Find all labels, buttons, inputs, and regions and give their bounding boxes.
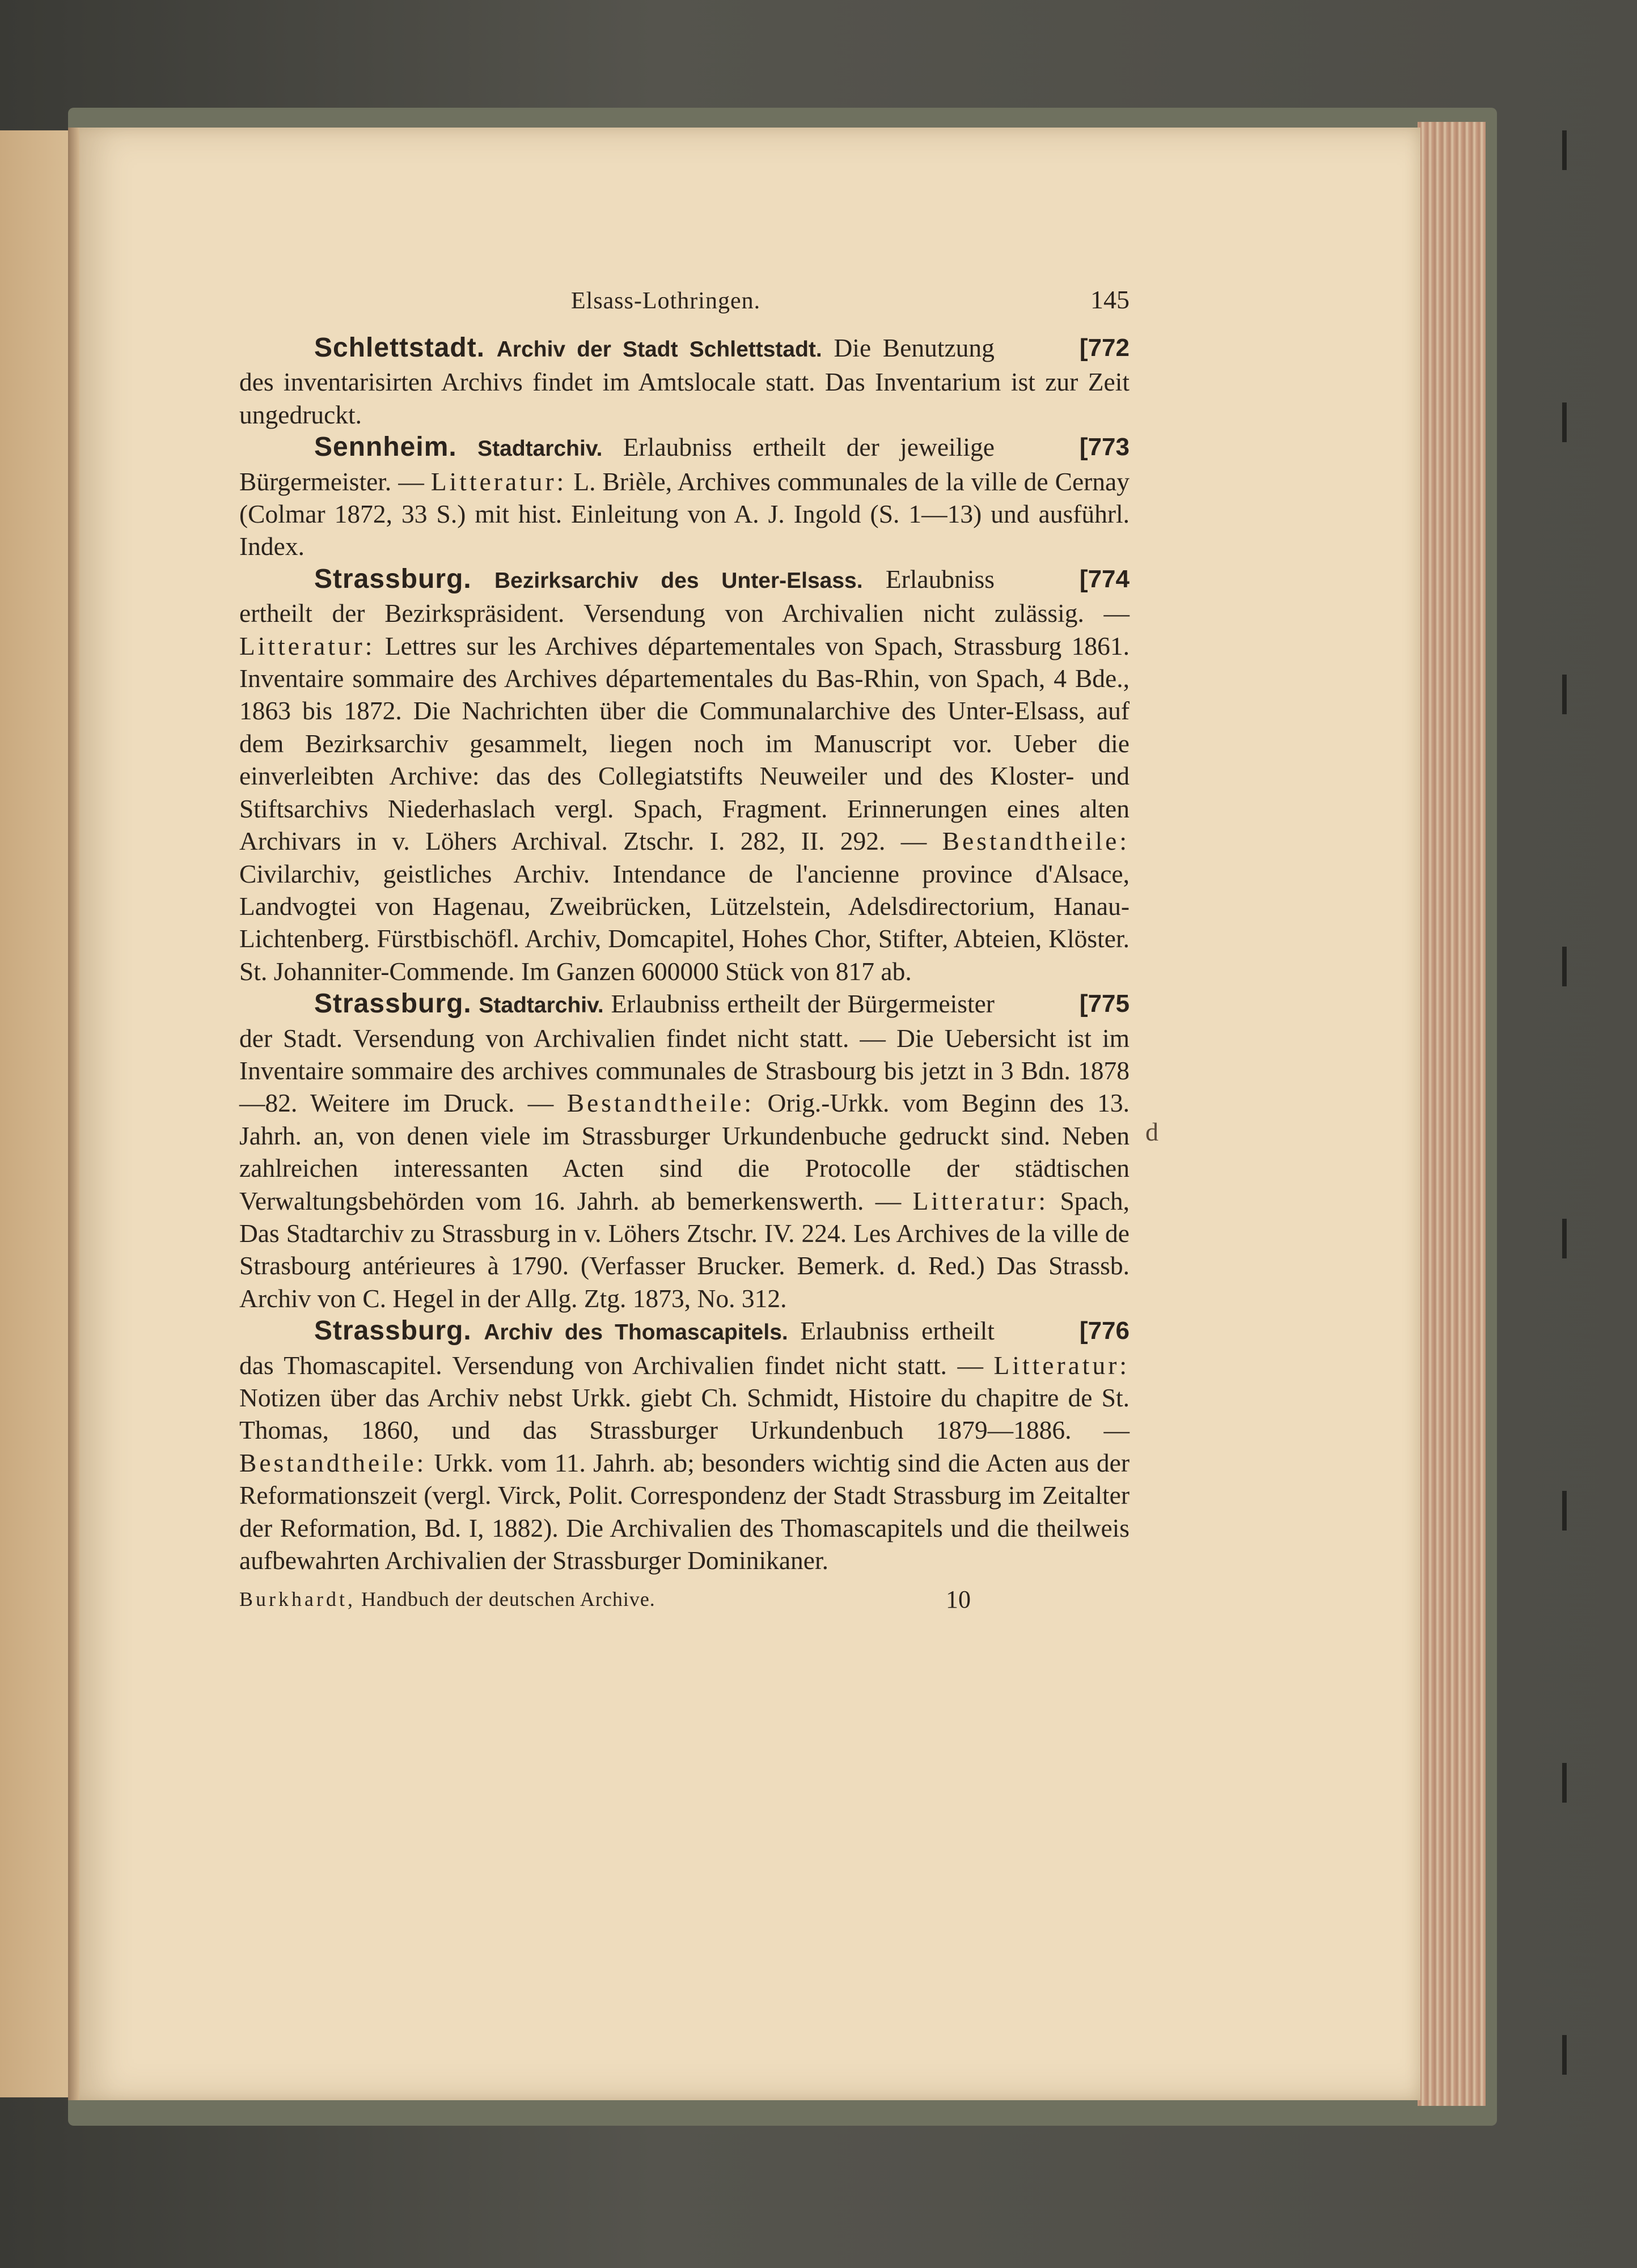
entry-text-middle: Lettres sur les Archives départementales von Spach, Strassburg 1861. Inventaire sommaire des Archives départementales du Bas-Rhin, von Spach, 4 Bde., 1863 bis 1872. Die Nachrichten über die Communalarchive des Unter-Elsass, auf dem Bezirksarchiv gesammelt, liegen noch im Manuscript vor. Ueber die einverleibten Archive: das des Collegiatstifts Neuweiler und des Kloster- und Stiftsarchivs Niederhaslach vergl. Spach, Fragment. Erinnerungen eines alten Archivars in v. Löhers Archival. Ztschr. I. 282, II. 292. —	[239, 631, 1130, 856]
bestandtheile-label: Bestandtheile:	[566, 1088, 755, 1118]
page-block-edges	[1418, 122, 1486, 2106]
entry-text: Erlaubniss ertheilt der jeweilige Bürgermeister. —	[239, 433, 995, 496]
literatur-label: Litteratur:	[993, 1350, 1130, 1380]
book-gutter	[68, 128, 79, 2100]
entry-text-after: Civilarchiv, geistliches Archiv. Intendance de l'ancienne province d'Alsace, Landvogtei von Hagenau, Zweibrücken, Lützelstein, Adelsdirectorium, Hanau-Lichtenberg. Fürstbischöfl. Archiv, Domcapitel, Hohes Chor, Stifter, Abteien, Klöster. St. Johanniter-Commende. Im Ganzen 600000 Stück von 817 ab.	[239, 859, 1130, 986]
entry-place: Strassburg.	[314, 563, 472, 594]
running-title: Elsass-Lothringen.	[571, 288, 761, 314]
entry-archive: Archiv der Stadt Schlettstadt.	[496, 337, 822, 362]
entry-number: [774	[1079, 565, 1130, 593]
entry-number: [776	[1079, 1317, 1130, 1345]
entry-archive: Stadtarchiv.	[479, 993, 604, 1018]
entry-archive: Stadtarchiv.	[477, 436, 603, 461]
literatur-label: Litteratur:	[912, 1186, 1049, 1215]
entry-number: [772	[1079, 334, 1130, 362]
page-footer	[239, 1583, 1130, 1616]
entry-place: Sennheim.	[314, 432, 457, 463]
bestandtheile-label: Bestandtheile:	[239, 1448, 427, 1477]
entry-place: Schlettstadt.	[314, 333, 485, 363]
entry-text: Die Benutzung des inventarisirten Archivs findet im Amtslocale statt. Das Inventarium ist zur Zeit ungedruckt.	[239, 333, 1130, 429]
entry-772	[239, 332, 1130, 431]
bestandtheile-label: Bestandtheile:	[942, 826, 1130, 856]
entry-text-after: Spach, Das Stadtarchiv zu Strassburg in v. Löhers Ztschr. IV. 224. Les Archives de la ville de Strasbourg antérieures à 1790. (Verfasser Brucker. Bemerk. d. Red.) Das Strassb. Archiv von C. Hegel in der Allg. Ztg. 1873, No. 312.	[239, 1186, 1130, 1313]
entry-number: [775	[1079, 990, 1130, 1018]
entry-archive: Archiv des Thomascapitels.	[484, 1320, 788, 1345]
ribbon-marks	[1562, 130, 1567, 2092]
running-header	[239, 283, 1130, 332]
signature-mark: 10	[946, 1586, 971, 1614]
entry-text: Erlaubniss ertheilt das Thomascapitel. Versendung von Archivalien findet nicht statt. —	[239, 1316, 995, 1380]
entry-number: [773	[1079, 433, 1130, 461]
entry-775	[239, 987, 1130, 1315]
entry-archive: Bezirksarchiv des Unter-Elsass.	[494, 568, 863, 593]
entry-774	[239, 563, 1130, 987]
entry-text: Erlaubniss ertheilt der Bezirkspräsident. Versendung von Archivalien nicht zulässig. —	[239, 564, 1130, 628]
footer-book-title: Handbuch der deutschen Archive.	[361, 1588, 655, 1611]
entry-776	[239, 1315, 1130, 1576]
entry-text: Erlaubniss ertheilt der Bürgermeister der Stadt. Versendung von Archivalien findet nicht statt. — Die Uebersicht ist im Inventaire sommaire des archives communales de Strasbourg bis jetzt in 3 Bdn. 1878—82. Weitere im Druck. —	[239, 989, 1130, 1118]
entry-place: Strassburg.	[314, 1316, 472, 1346]
page-text-block	[239, 283, 1130, 1616]
literatur-label: Litteratur:	[430, 467, 567, 496]
entry-text-after: Urkk. vom 11. Jahrh. ab; besonders wichtig sind die Acten aus der Reformationszeit (vergl. Virck, Polit. Correspondenz der Stadt Strassburg im Zeitalter der Reformation, Bd. I, 1882). Die Archivalien des Thomascapitels und die theilweis aufbewahrten Archivalien der Strassburger Dominikaner.	[239, 1448, 1130, 1575]
footer-author: Burkhardt,	[239, 1588, 356, 1611]
entry-773	[239, 431, 1130, 563]
entry-place: Strassburg.	[314, 989, 472, 1019]
entry-text-after: L. Brièle, Archives communales de la ville de Cernay (Colmar 1872, 33 S.) mit hist. Einleitung von A. J. Ingold (S. 1—13) und ausführl. Index.	[239, 467, 1130, 561]
facing-page-edge	[0, 130, 68, 2097]
literatur-label: Litteratur:	[239, 631, 375, 660]
entry-text-middle: Orig.-Urkk. vom Beginn des 13. Jahrh. an, von denen viele im Strassburger Urkundenbuche gedruckt sind. Neben zahlreichen interessanten Acten sind die Protocolle der städtischen Verwaltungsbehörden vom 16. Jahrh. ab bemerkenswerth. —	[239, 1088, 1130, 1215]
margin-annotation: d	[1145, 1117, 1158, 1146]
page-number: 145	[1090, 285, 1130, 314]
entry-text-middle: Notizen über das Archiv nebst Urkk. giebt Ch. Schmidt, Histoire du chapitre de St. Thomas, 1860, und das Strassburger Urkundenbuch 1879—1886. —	[239, 1383, 1130, 1445]
footer-title	[239, 1583, 655, 1616]
